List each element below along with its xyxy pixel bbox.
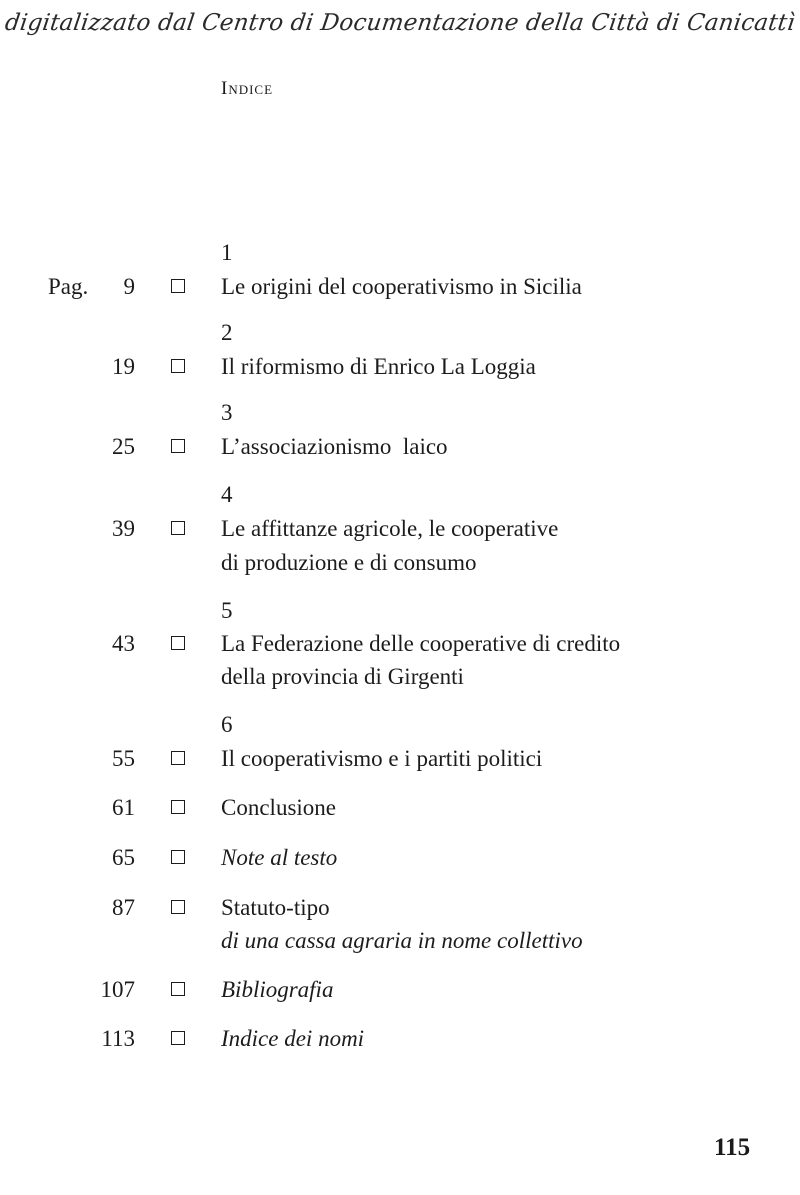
- square-bullet-icon: [171, 359, 185, 373]
- page-ref: 55: [112, 746, 135, 771]
- entry-title: Il riformismo di Enrico La Loggia: [221, 354, 536, 379]
- square-bullet-icon: [171, 850, 185, 864]
- entry-title: Note al testo: [221, 845, 338, 870]
- page-ref: 39: [112, 516, 135, 541]
- entry-title: Statuto-tipo: [221, 895, 330, 920]
- index-heading: Indice: [221, 78, 274, 99]
- digitization-watermark: digitalizzato dal Centro di Documentazione della Città di Canicattì: [3, 10, 797, 36]
- square-bullet-icon: [171, 751, 185, 765]
- square-bullet-icon: [171, 982, 185, 996]
- page-ref: 113: [101, 1026, 135, 1051]
- square-bullet-icon: [171, 439, 185, 453]
- entry-title: Indice dei nomi: [221, 1026, 365, 1051]
- page-number: 115: [714, 1134, 751, 1161]
- toc-entry: [0, 744, 800, 774]
- page-ref: 61: [112, 795, 135, 820]
- entry-title-continuation: di una cassa agraria in nome collettivo: [221, 928, 583, 953]
- entry-title: L’associazionismo laico: [221, 434, 448, 459]
- square-bullet-icon: [171, 800, 185, 814]
- chapter-number: 2: [221, 320, 233, 345]
- square-bullet-icon: [171, 636, 185, 650]
- page-ref: 19: [112, 354, 135, 379]
- entry-title: Le affittanze agricole, le cooperative: [221, 516, 559, 541]
- toc-entry: [0, 893, 800, 923]
- entry-title: La Federazione delle cooperative di credito: [221, 631, 621, 656]
- toc-entry: [0, 793, 800, 823]
- toc-entry: [0, 352, 800, 382]
- toc-entry: [0, 432, 800, 462]
- entry-title: Conclusione: [221, 795, 336, 820]
- chapter-number: 5: [221, 598, 233, 623]
- square-bullet-icon: [171, 900, 185, 914]
- toc-entry: [0, 843, 800, 873]
- page-ref: 9: [123, 274, 135, 299]
- toc-entry: [0, 1024, 800, 1054]
- square-bullet-icon: [171, 279, 185, 293]
- entry-title: Le origini del cooperativismo in Sicilia: [221, 274, 582, 299]
- page-ref: 87: [112, 895, 135, 920]
- chapter-number: 3: [221, 400, 233, 425]
- page-ref: 43: [112, 631, 135, 656]
- page-ref: 25: [112, 434, 135, 459]
- entry-title-continuation: della provincia di Girgenti: [221, 664, 464, 689]
- toc-entry: [0, 514, 800, 544]
- toc-entry: [0, 629, 800, 659]
- entry-title-continuation: di produzione e di consumo: [221, 550, 477, 575]
- page-ref: 107: [100, 977, 135, 1002]
- toc-entry: [0, 975, 800, 1005]
- entry-title: Il cooperativismo e i partiti politici: [221, 746, 543, 771]
- chapter-number: 6: [221, 712, 233, 737]
- square-bullet-icon: [171, 521, 185, 535]
- toc-entry: [0, 272, 800, 302]
- square-bullet-icon: [171, 1031, 185, 1045]
- pag-label: Pag.: [48, 274, 89, 299]
- chapter-number: 1: [221, 240, 233, 265]
- entry-title: Bibliografia: [221, 977, 334, 1002]
- chapter-number: 4: [221, 482, 233, 507]
- page-ref: 65: [112, 845, 135, 870]
